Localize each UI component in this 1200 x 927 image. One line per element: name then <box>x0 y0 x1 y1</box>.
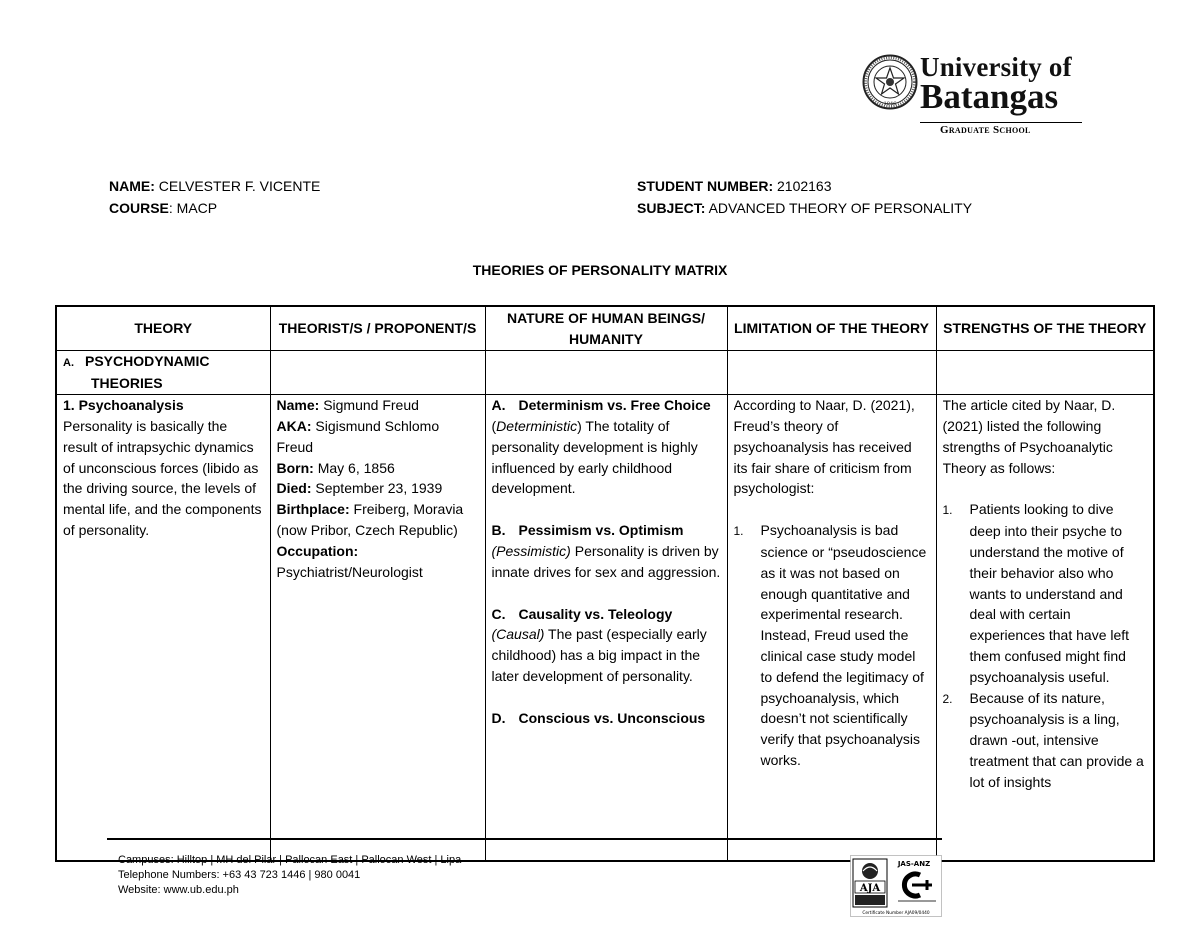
limitation-list <box>734 520 930 771</box>
section-cell <box>56 350 270 395</box>
strengths-intro: The article cited by Naar, D. (2021) listed the following strengths of Psychoanalytic Theory as follows: <box>942 397 1116 476</box>
student-number-label: STUDENT NUMBER: <box>637 178 774 194</box>
course-label: COURSE <box>109 200 169 216</box>
theorist-died: Died: September 23, 1939 <box>276 480 443 497</box>
theorist-occupation: Psychiatrist/Neurologist <box>276 563 423 580</box>
nature-heading-a: A. Determinism vs. Free Choice <box>491 397 711 414</box>
logo-divider <box>920 122 1082 123</box>
header-nature: NATURE OF HUMAN BEINGS/ HUMANITY <box>485 306 727 350</box>
name-value: CELVESTER F. VICENTE <box>158 178 321 194</box>
nature-heading-c: C. Causality vs. Teleology <box>491 605 673 622</box>
nature-cell <box>485 395 727 861</box>
list-item: 1. Patients looking to dive deep into their psyche to understand the motive of their behavior also who wants to understand and deal with certain experiences that have left them confused might find psychoanalysis useful. <box>942 501 1130 685</box>
section-line-1: PSYCHODYNAMIC <box>85 352 210 369</box>
personality-matrix-table <box>55 305 1155 862</box>
svg-text:JAS-ANZ: JAS-ANZ <box>897 860 931 868</box>
theory-cell <box>56 395 270 861</box>
subject-line <box>637 200 972 216</box>
student-name-line <box>109 178 320 194</box>
table-row <box>56 395 1154 861</box>
theorist-name: Name: Sigmund Freud <box>276 397 419 414</box>
svg-text:AJA: AJA <box>859 883 881 894</box>
limitation-cell <box>727 395 936 861</box>
empty-cell <box>270 350 485 395</box>
subject-value: ADVANCED THEORY OF PERSONALITY <box>708 200 973 216</box>
logo-line-batangas: Batangas <box>920 77 1059 116</box>
section-letter: A. <box>63 356 74 369</box>
logo-line-university-of: University of <box>920 52 1072 82</box>
section-row <box>56 350 1154 395</box>
table-header-row <box>56 306 1154 350</box>
footer-website: Website: www.ub.edu.ph <box>118 884 239 896</box>
empty-cell <box>727 350 936 395</box>
nature-text-a: (Deterministic) The totality of personality development is highly influenced by early childhood development. <box>491 417 698 497</box>
header-strengths: STRENGTHS OF THE THEORY <box>936 306 1154 350</box>
nature-text-c: (Causal) The past (especially early childhood) has a big impact in the later development of personality. <box>491 626 707 684</box>
student-number-line <box>637 178 832 194</box>
name-label: NAME: <box>109 178 155 194</box>
theorist-born: Born: May 6, 1856 <box>276 459 395 476</box>
student-number-value: 2102163 <box>777 178 832 194</box>
theory-description: Personality is basically the result of intrapsychic dynamics of unconscious forces (libido as the driving source, the levels of mental life, and the components of personality. <box>63 417 262 538</box>
strengths-cell <box>936 395 1154 861</box>
list-item: 2. Because of its nature, psychoanalysis is a ling, drawn -out, intensive treatment that can provide a lot of insights <box>942 689 1144 790</box>
footer-contact <box>118 853 461 898</box>
header-theory: THEORY <box>56 306 270 350</box>
university-logo <box>862 54 1084 138</box>
nature-heading-b: B. Pessimism vs. Optimism <box>491 522 684 539</box>
footer-campuses: Campuses: Hilltop | MH del Pilar | Pallocan East | Pallocan West | Lipa <box>118 854 462 866</box>
theory-title: 1. Psychoanalysis <box>63 397 184 414</box>
theorist-cell <box>270 395 485 861</box>
list-item: 1. Psychoanalysis is bad science or “pseudoscience as it was not based on enough quantitative and experimental research. Instead, Freud used the clinical case study model to defend the legitimacy of psychoanalysis, which doesn’t not scientifically verify that psychoanalysis works. <box>733 522 927 768</box>
empty-cell <box>485 350 727 395</box>
empty-cell <box>936 350 1154 395</box>
logo-line-graduate-school: Graduate School <box>940 124 1031 136</box>
university-seal-icon <box>862 54 918 110</box>
strengths-list <box>943 499 1148 792</box>
course-line <box>109 200 217 216</box>
footer-divider <box>107 838 942 840</box>
theorist-occupation-label: Occupation: <box>276 542 359 559</box>
nature-text-b: (Pessimistic) Personality is driven by innate drives for sex and aggression. <box>491 542 721 580</box>
certification-logo-icon <box>850 855 942 917</box>
section-line-2: THEORIES <box>91 375 163 392</box>
header-theorists: THEORIST/S / PROPONENT/S <box>270 306 485 350</box>
subject-label: SUBJECT: <box>637 200 706 216</box>
svg-text:1946: 1946 <box>883 101 897 107</box>
document-title: THEORIES OF PERSONALITY MATRIX <box>472 262 728 278</box>
svg-text:Certificate Number AJA09/0440: Certificate Number AJA09/0440 <box>862 911 930 916</box>
limitation-intro: According to Naar, D. (2021), Freud’s theory of psychoanalysis has received its fair share of criticism from psychologist: <box>733 397 915 497</box>
footer-telephone: Telephone Numbers: +63 43 723 1446 | 980 0041 <box>118 869 361 881</box>
section-heading <box>63 351 264 395</box>
nature-heading-d: D. Conscious vs. Unconscious <box>491 709 706 726</box>
theorist-aka: AKA: Sigismund Schlomo Freud <box>276 417 440 455</box>
course-value: : MACP <box>168 200 218 216</box>
theorist-birthplace: Birthplace: Freiberg, Moravia (now Pribor, Czech Republic) <box>276 501 464 538</box>
header-limitation: LIMITATION OF THE THEORY <box>727 306 936 350</box>
